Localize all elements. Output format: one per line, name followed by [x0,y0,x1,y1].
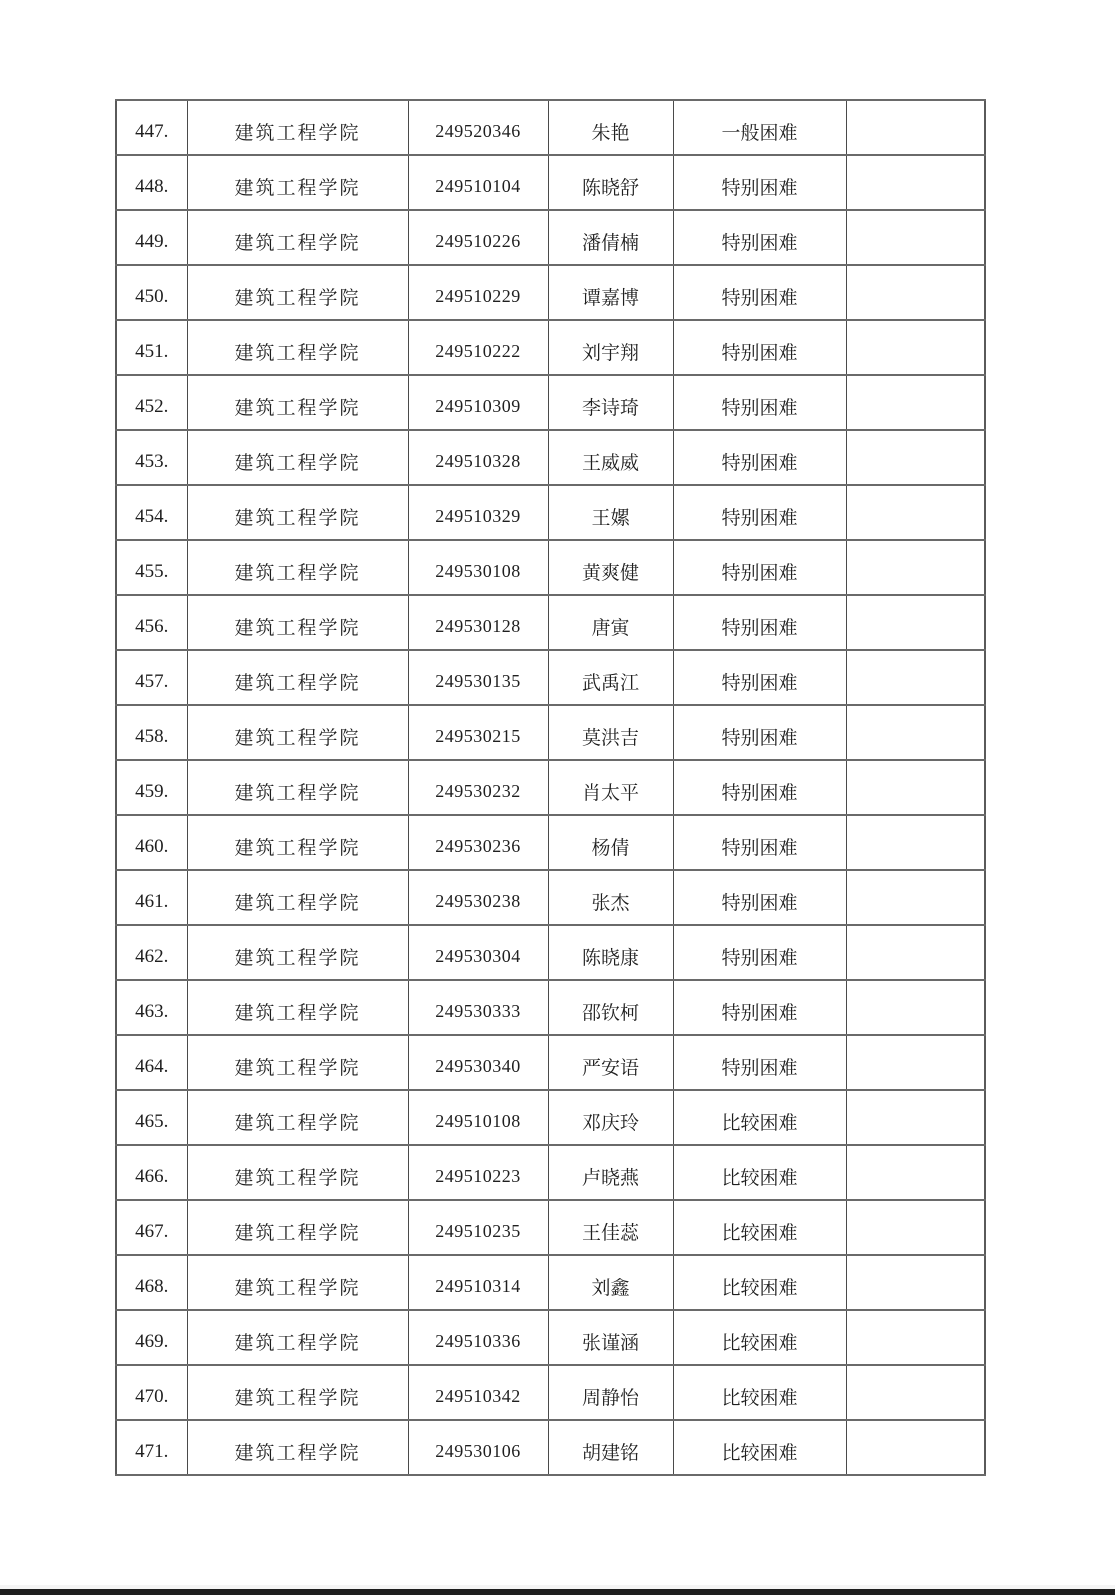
cell-index: 450. [116,265,187,320]
cell-note [846,1310,985,1365]
cell-difficulty: 比较困难 [673,1145,846,1200]
cell-difficulty: 特别困难 [673,705,846,760]
cell-difficulty: 特别困难 [673,595,846,650]
cell-student-id: 249510226 [408,210,548,265]
cell-student-id: 249530135 [408,650,548,705]
cell-index: 467. [116,1200,187,1255]
cell-difficulty: 比较困难 [673,1255,846,1310]
cell-note [846,155,985,210]
cell-name: 肖太平 [548,760,673,815]
cell-student-id: 249530108 [408,540,548,595]
cell-name: 张杰 [548,870,673,925]
cell-college: 建筑工程学院 [187,980,408,1035]
table-row [116,1035,985,1090]
cell-note [846,100,985,155]
cell-name: 刘鑫 [548,1255,673,1310]
cell-student-id: 249510336 [408,1310,548,1365]
cell-index: 471. [116,1420,187,1475]
cell-difficulty: 特别困难 [673,925,846,980]
cell-difficulty: 特别困难 [673,210,846,265]
cell-name: 陈晓康 [548,925,673,980]
cell-student-id: 249530106 [408,1420,548,1475]
cell-name: 黄爽健 [548,540,673,595]
table-row [116,870,985,925]
cell-index: 447. [116,100,187,155]
cell-note [846,1420,985,1475]
cell-difficulty: 特别困难 [673,485,846,540]
cell-note [846,485,985,540]
cell-note [846,540,985,595]
cell-index: 451. [116,320,187,375]
cell-name: 杨倩 [548,815,673,870]
cell-note [846,815,985,870]
cell-note [846,210,985,265]
table-row [116,320,985,375]
cell-student-id: 249530232 [408,760,548,815]
cell-student-id: 249510329 [408,485,548,540]
cell-note [846,650,985,705]
cell-college: 建筑工程学院 [187,485,408,540]
cell-note [846,265,985,320]
cell-index: 462. [116,925,187,980]
cell-note [846,1255,985,1310]
cell-college: 建筑工程学院 [187,1310,408,1365]
cell-index: 458. [116,705,187,760]
cell-note [846,1365,985,1420]
cell-college: 建筑工程学院 [187,815,408,870]
table-row [116,210,985,265]
cell-difficulty: 特别困难 [673,1035,846,1090]
cell-college: 建筑工程学院 [187,925,408,980]
cell-index: 470. [116,1365,187,1420]
cell-student-id: 249520346 [408,100,548,155]
cell-difficulty: 比较困难 [673,1365,846,1420]
cell-student-id: 249510309 [408,375,548,430]
cell-student-id: 249530333 [408,980,548,1035]
cell-college: 建筑工程学院 [187,870,408,925]
cell-college: 建筑工程学院 [187,320,408,375]
cell-name: 邓庆玲 [548,1090,673,1145]
cell-student-id: 249530236 [408,815,548,870]
cell-college: 建筑工程学院 [187,100,408,155]
cell-name: 潘倩楠 [548,210,673,265]
cell-name: 胡建铭 [548,1420,673,1475]
cell-difficulty: 比较困难 [673,1090,846,1145]
cell-difficulty: 特别困难 [673,650,846,705]
table-row [116,925,985,980]
cell-college: 建筑工程学院 [187,1420,408,1475]
cell-student-id: 249510104 [408,155,548,210]
cell-difficulty: 特别困难 [673,815,846,870]
cell-index: 466. [116,1145,187,1200]
cell-note [846,1145,985,1200]
cell-college: 建筑工程学院 [187,1145,408,1200]
cell-student-id: 249530304 [408,925,548,980]
cell-index: 469. [116,1310,187,1365]
cell-college: 建筑工程学院 [187,375,408,430]
cell-student-id: 249510314 [408,1255,548,1310]
table-row [116,1420,985,1475]
cell-college: 建筑工程学院 [187,650,408,705]
table-body [116,100,985,1475]
cell-name: 朱艳 [548,100,673,155]
cell-college: 建筑工程学院 [187,1035,408,1090]
cell-index: 457. [116,650,187,705]
table-row [116,705,985,760]
cell-difficulty: 特别困难 [673,980,846,1035]
cell-index: 463. [116,980,187,1035]
cell-index: 456. [116,595,187,650]
cell-note [846,375,985,430]
cell-name: 周静怡 [548,1365,673,1420]
cell-difficulty: 比较困难 [673,1420,846,1475]
cell-difficulty: 比较困难 [673,1200,846,1255]
cell-index: 468. [116,1255,187,1310]
cell-name: 唐寅 [548,595,673,650]
cell-college: 建筑工程学院 [187,760,408,815]
table-row [116,1200,985,1255]
table-row [116,1145,985,1200]
cell-student-id: 249530238 [408,870,548,925]
cell-student-id: 249530128 [408,595,548,650]
cell-index: 464. [116,1035,187,1090]
cell-name: 陈晓舒 [548,155,673,210]
cell-college: 建筑工程学院 [187,1090,408,1145]
cell-student-id: 249530340 [408,1035,548,1090]
cell-name: 武禹江 [548,650,673,705]
cell-name: 王嫘 [548,485,673,540]
cell-name: 王佳蕊 [548,1200,673,1255]
cell-student-id: 249510235 [408,1200,548,1255]
cell-college: 建筑工程学院 [187,705,408,760]
cell-name: 李诗琦 [548,375,673,430]
cell-name: 邵钦柯 [548,980,673,1035]
table-row [116,650,985,705]
cell-difficulty: 比较困难 [673,1310,846,1365]
cell-name: 王威威 [548,430,673,485]
cell-name: 谭嘉博 [548,265,673,320]
cell-college: 建筑工程学院 [187,155,408,210]
table-row [116,540,985,595]
cell-student-id: 249510108 [408,1090,548,1145]
cell-note [846,925,985,980]
cell-student-id: 249510229 [408,265,548,320]
cell-difficulty: 特别困难 [673,155,846,210]
cell-index: 461. [116,870,187,925]
cell-index: 449. [116,210,187,265]
cell-name: 卢晓燕 [548,1145,673,1200]
cell-student-id: 249510222 [408,320,548,375]
cell-difficulty: 特别困难 [673,870,846,925]
cell-note [846,870,985,925]
cell-index: 454. [116,485,187,540]
cell-college: 建筑工程学院 [187,540,408,595]
table-row [116,1090,985,1145]
cell-college: 建筑工程学院 [187,430,408,485]
cell-college: 建筑工程学院 [187,265,408,320]
cell-note [846,1200,985,1255]
table-row [116,1255,985,1310]
table-row [116,375,985,430]
cell-note [846,430,985,485]
table-row [116,815,985,870]
table-row [116,595,985,650]
student-aid-table [115,99,986,1476]
cell-note [846,705,985,760]
cell-index: 455. [116,540,187,595]
cell-college: 建筑工程学院 [187,1200,408,1255]
cell-index: 448. [116,155,187,210]
cell-note [846,595,985,650]
cell-index: 452. [116,375,187,430]
cell-note [846,1035,985,1090]
cell-index: 460. [116,815,187,870]
table-row [116,485,985,540]
table-row [116,430,985,485]
table-row [116,265,985,320]
cell-note [846,1090,985,1145]
cell-college: 建筑工程学院 [187,210,408,265]
table-row [116,980,985,1035]
cell-student-id: 249510223 [408,1145,548,1200]
table-row [116,1365,985,1420]
cell-name: 莫洪吉 [548,705,673,760]
cell-name: 刘宇翔 [548,320,673,375]
table-row [116,100,985,155]
cell-student-id: 249510328 [408,430,548,485]
cell-index: 453. [116,430,187,485]
cell-note [846,320,985,375]
cell-difficulty: 一般困难 [673,100,846,155]
cell-student-id: 249510342 [408,1365,548,1420]
table-row [116,1310,985,1365]
cell-difficulty: 特别困难 [673,265,846,320]
cell-college: 建筑工程学院 [187,1255,408,1310]
cell-difficulty: 特别困难 [673,430,846,485]
cell-difficulty: 特别困难 [673,375,846,430]
bottom-edge-bar [0,1589,1115,1595]
table-row [116,760,985,815]
table-row [116,155,985,210]
cell-note [846,760,985,815]
cell-index: 465. [116,1090,187,1145]
cell-index: 459. [116,760,187,815]
cell-difficulty: 特别困难 [673,320,846,375]
cell-name: 张谨涵 [548,1310,673,1365]
cell-student-id: 249530215 [408,705,548,760]
cell-difficulty: 特别困难 [673,540,846,595]
cell-note [846,980,985,1035]
cell-difficulty: 特别困难 [673,760,846,815]
cell-name: 严安语 [548,1035,673,1090]
cell-college: 建筑工程学院 [187,1365,408,1420]
cell-college: 建筑工程学院 [187,595,408,650]
